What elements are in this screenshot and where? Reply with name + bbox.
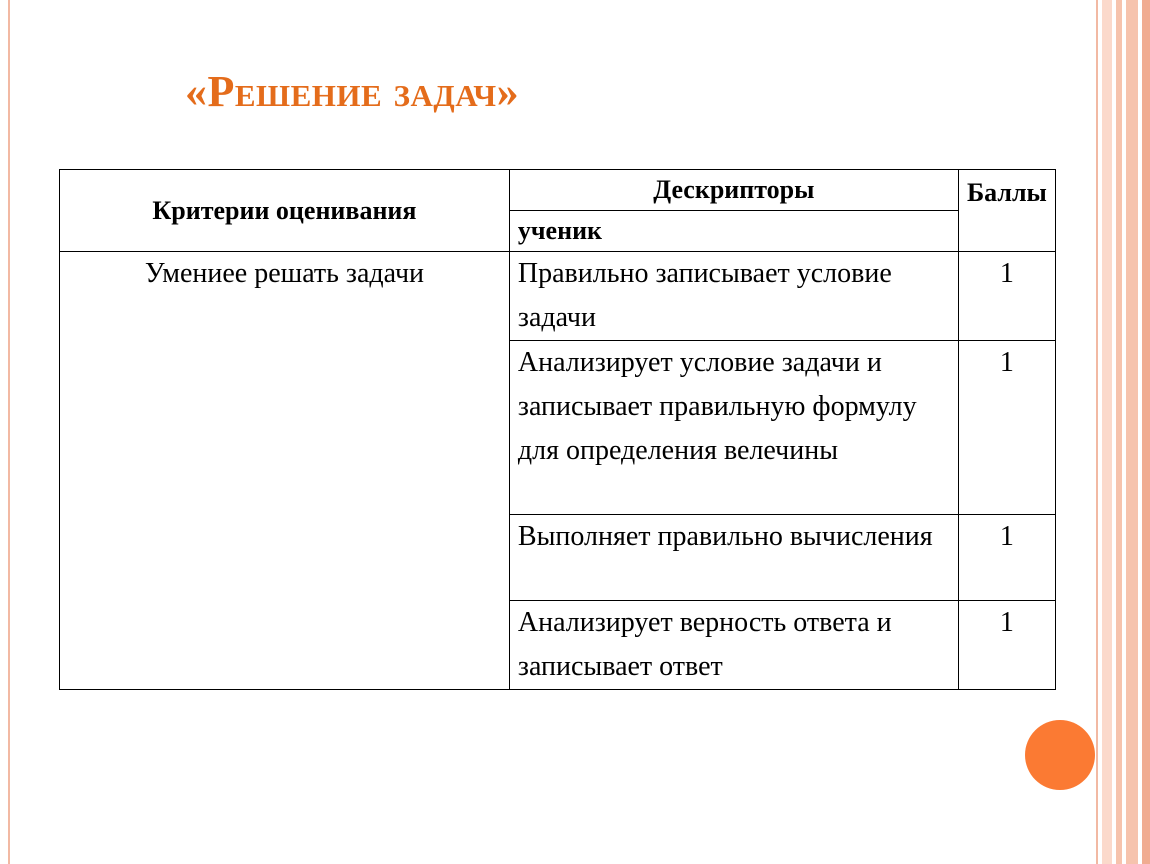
descriptor-cell: Анализирует условие задачи и записывает правильную формулу для определения велечины [509, 341, 958, 515]
table-row [60, 252, 1056, 341]
stripe-3 [1126, 0, 1138, 864]
descriptor-cell: Анализирует верность ответа и записывает ответ [509, 601, 958, 690]
stripe-2 [1116, 0, 1122, 864]
header-criteria: Критерии оценивания [60, 170, 510, 252]
points-cell: 1 [958, 601, 1055, 690]
slide-title: «Решение задач» [185, 67, 520, 116]
header-descriptors: Дескрипторы [509, 170, 958, 211]
header-descriptors-sub: ученик [509, 211, 958, 252]
stripe-1 [1102, 0, 1112, 864]
descriptor-cell: Выполняет правильно вычисления [509, 515, 958, 601]
header-points: Баллы [958, 170, 1055, 252]
criteria-table [59, 169, 1056, 690]
points-cell: 1 [958, 515, 1055, 601]
points-cell: 1 [958, 252, 1055, 341]
points-cell: 1 [958, 341, 1055, 515]
stripe-4 [1142, 0, 1150, 864]
criterion-cell: Умениее решать задачи [60, 252, 510, 690]
decorative-stripes [1100, 0, 1150, 864]
descriptor-cell: Правильно записывает условие задачи [509, 252, 958, 341]
table-header-row [60, 170, 1056, 211]
decorative-circle [1025, 720, 1095, 790]
